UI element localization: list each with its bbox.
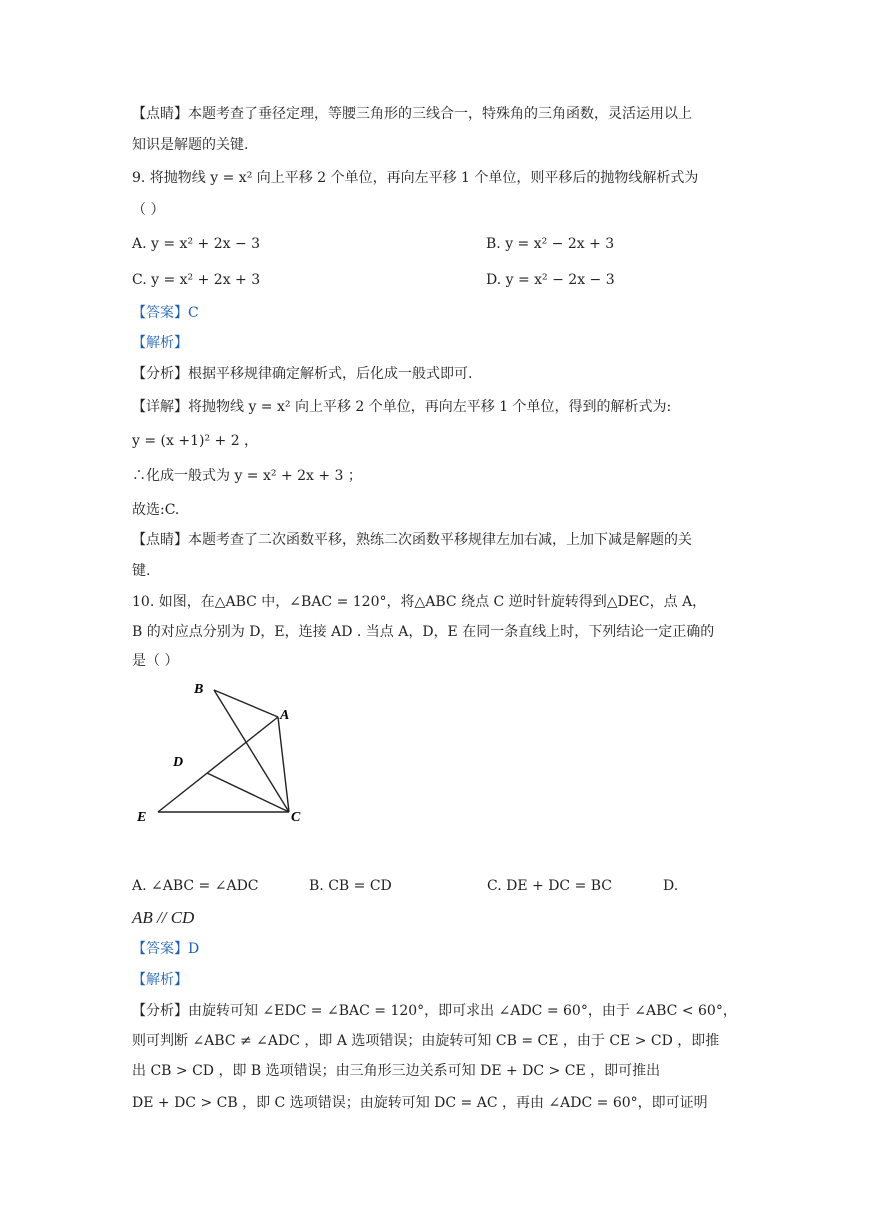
q9-option-a: A. y = x² + 2x − 3 [132, 236, 261, 252]
text-line: 出 CB > CD ，即 B 选项错误；由三角形三边关系可知 DE + DC > CE ，即可推出 [132, 1063, 661, 1079]
text-line: 【点睛】本题考查了垂径定理，等腰三角形的三线合一，特殊角的三角函数，灵活运用以上 [132, 106, 692, 122]
q9-option-c: C. y = x² + 2x + 3 [132, 272, 261, 288]
text-line: ∴化成一般式为 y = x² + 2x + 3 ； [132, 468, 362, 484]
q10-option-d-content: AB // CD [132, 908, 195, 927]
q10-option-c: C. DE + DC = BC [487, 878, 613, 894]
text-line: （ ） [132, 202, 165, 218]
text-line: 故选:C. [132, 502, 180, 518]
label-b: B [194, 682, 204, 697]
q10-option-a: A. ∠ABC = ∠ADC [132, 878, 259, 894]
q9-option-d: D. y = x² − 2x − 3 [486, 272, 615, 288]
label-a: A [280, 708, 290, 723]
text-line: 键. [132, 563, 151, 579]
text-line: 【分析】由旋转可知 ∠EDC = ∠BAC = 120°，即可求出 ∠ADC = 60°，由于 ∠ABC < 60°， [132, 1003, 737, 1019]
text-line: 是（ ） [132, 653, 179, 669]
triangle-figure [130, 676, 320, 836]
text-line: DE + DC > CB ，即 C 选项错误；由旋转可知 DC = AC ，再由 ∠ADC = 60°，即可证明 [132, 1095, 708, 1111]
label-c: C [291, 810, 301, 825]
text-line: B 的对应点分别为 D，E，连接 AD . 当点 A，D，E 在同一条直线上时，下列结论一定正确的 [132, 624, 715, 640]
text-line: 【详解】将抛物线 y = x² 向上平移 2 个单位，再向左平移 1 个单位，得到的解析式为: [132, 399, 672, 415]
formula-line: y = (x +1)² + 2 ， [132, 433, 259, 449]
text-line: 知识是解题的关键. [132, 137, 249, 153]
analysis-heading: 【解析】 [132, 972, 188, 988]
answer-label: 【答案】C [132, 305, 199, 321]
analysis-heading: 【解析】 [132, 335, 188, 351]
question-10-stem: 10. 如图，在△ABC 中，∠BAC = 120°，将△ABC 绕点 C 逆时针旋转得到△DEC，点 A， [132, 594, 707, 610]
answer-label: 【答案】D [132, 941, 200, 957]
label-e: E [137, 810, 147, 825]
q10-option-b: B. CB = CD [309, 878, 392, 894]
text-line: 【点睛】本题考查了二次函数平移，熟练二次函数平移规律左加右减，上加下减是解题的关 [132, 532, 692, 548]
text-line: 则可判断 ∠ABC ≠ ∠ADC ，即 A 选项错误；由旋转可知 CB = CE ，由于 CE > CD ，即推 [132, 1033, 720, 1049]
text-line: 【分析】根据平移规律确定解析式，后化成一般式即可. [132, 366, 473, 382]
q9-option-b: B. y = x² − 2x + 3 [486, 236, 615, 252]
label-d: D [173, 755, 184, 770]
q10-option-d: D. [663, 878, 679, 894]
question-9-stem: 9. 将抛物线 y = x² 向上平移 2 个单位，再向左平移 1 个单位，则平移后的抛物线解析式为 [132, 170, 699, 186]
